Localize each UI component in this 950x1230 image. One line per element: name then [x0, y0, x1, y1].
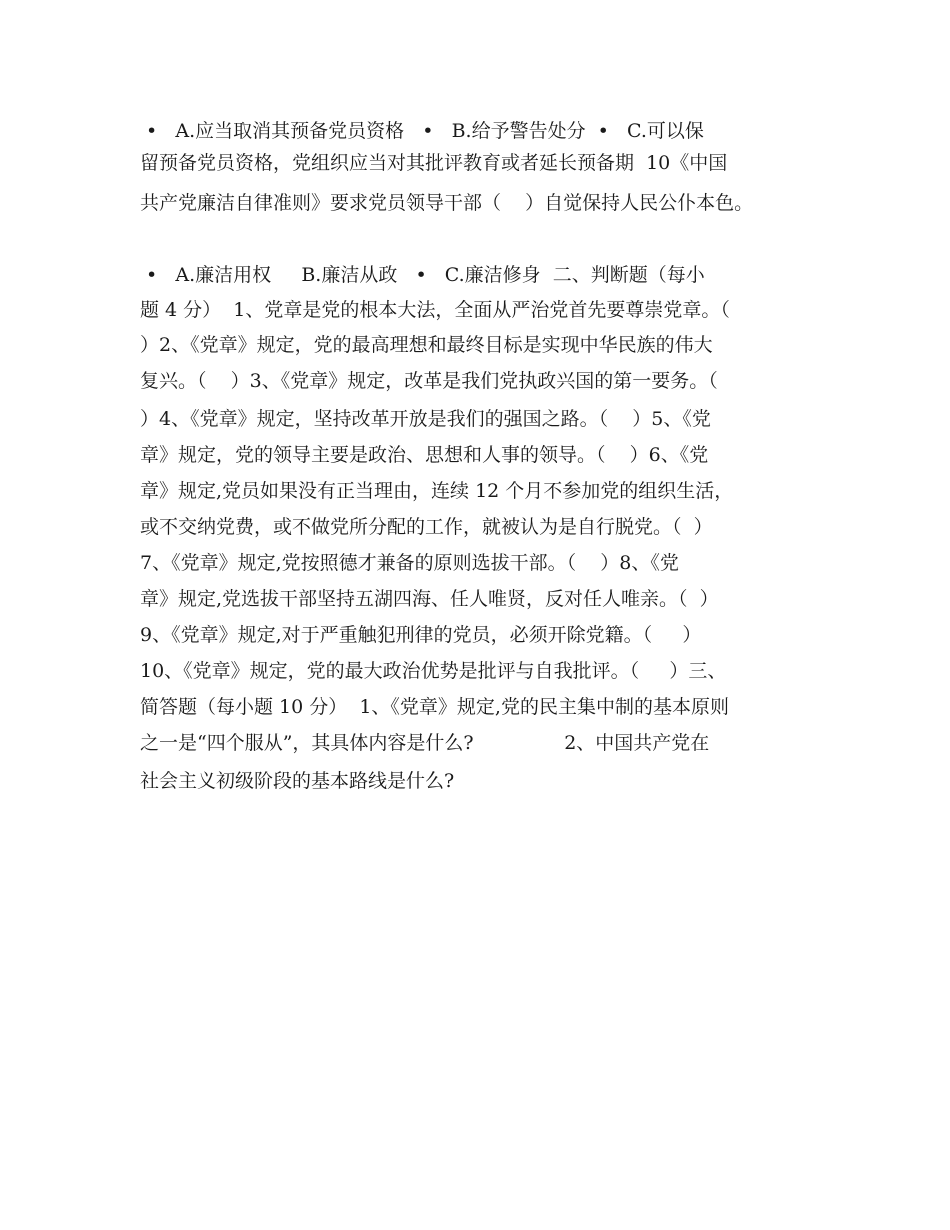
text-line-2: 留预备党员资格，党组织应当对其批评教育或者延长预备期 10《中国	[140, 152, 728, 174]
text-line-10: 章》规定,党员如果没有正当理由，连续 12 个月不参加党的组织生活，	[140, 480, 734, 502]
text-line-6: ）2、《党章》规定，党的最高理想和最终目标是实现中华民族的伟大	[140, 334, 713, 356]
text-line-8: ）4、《党章》规定，坚持改革开放是我们的强国之路。（ ）5、《党	[140, 408, 711, 430]
text-line-15: 10、《党章》规定，党的最大政治优势是批评与自我批评。（ ）三、	[140, 660, 727, 682]
text-line-7: 复兴。（ ）3、《党章》规定，改革是我们党执政兴国的第一要务。（	[140, 370, 718, 392]
text-line-17: 之一是“四个服从”，其具体内容是什么? 2、中国共产党在	[140, 732, 710, 754]
text-line-13: 章》规定,党选拔干部坚持五湖四海、任人唯贤，反对任人唯亲。（ ）	[140, 588, 719, 610]
text-line-5: 题 4 分） 1、党章是党的根本大法，全面从严治党首先要尊崇党章。（	[140, 299, 730, 321]
text-line-16: 简答题（每小题 10 分） 1、《党章》规定,党的民主集中制的基本原则	[140, 696, 729, 718]
text-line-9: 章》规定，党的领导主要是政治、思想和人事的领导。（ ）6、《党	[140, 444, 709, 466]
text-line-12: 7、《党章》规定,党按照德才兼备的原则选拔干部。（ ）8、《党	[140, 552, 679, 574]
text-line-18: 社会主义初级阶段的基本路线是什么?	[140, 770, 455, 792]
text-line-1: • A.应当取消其预备党员资格 • B.给予警告处分 • C.可以保	[140, 120, 704, 142]
text-line-11: 或不交纳党费，或不做党所分配的工作，就被认为是自行脱党。（ ）	[140, 516, 713, 538]
text-line-3: 共产党廉洁自律准则》要求党员领导干部（ ）自觉保持人民公仆本色。	[140, 192, 754, 214]
text-line-14: 9、《党章》规定,对于严重触犯刑律的党员，必须开除党籍。（ ）	[140, 624, 702, 646]
text-line-4: • A.廉洁用权 B.廉洁从政 • C.廉洁修身 二、判断题（每小	[140, 264, 705, 286]
